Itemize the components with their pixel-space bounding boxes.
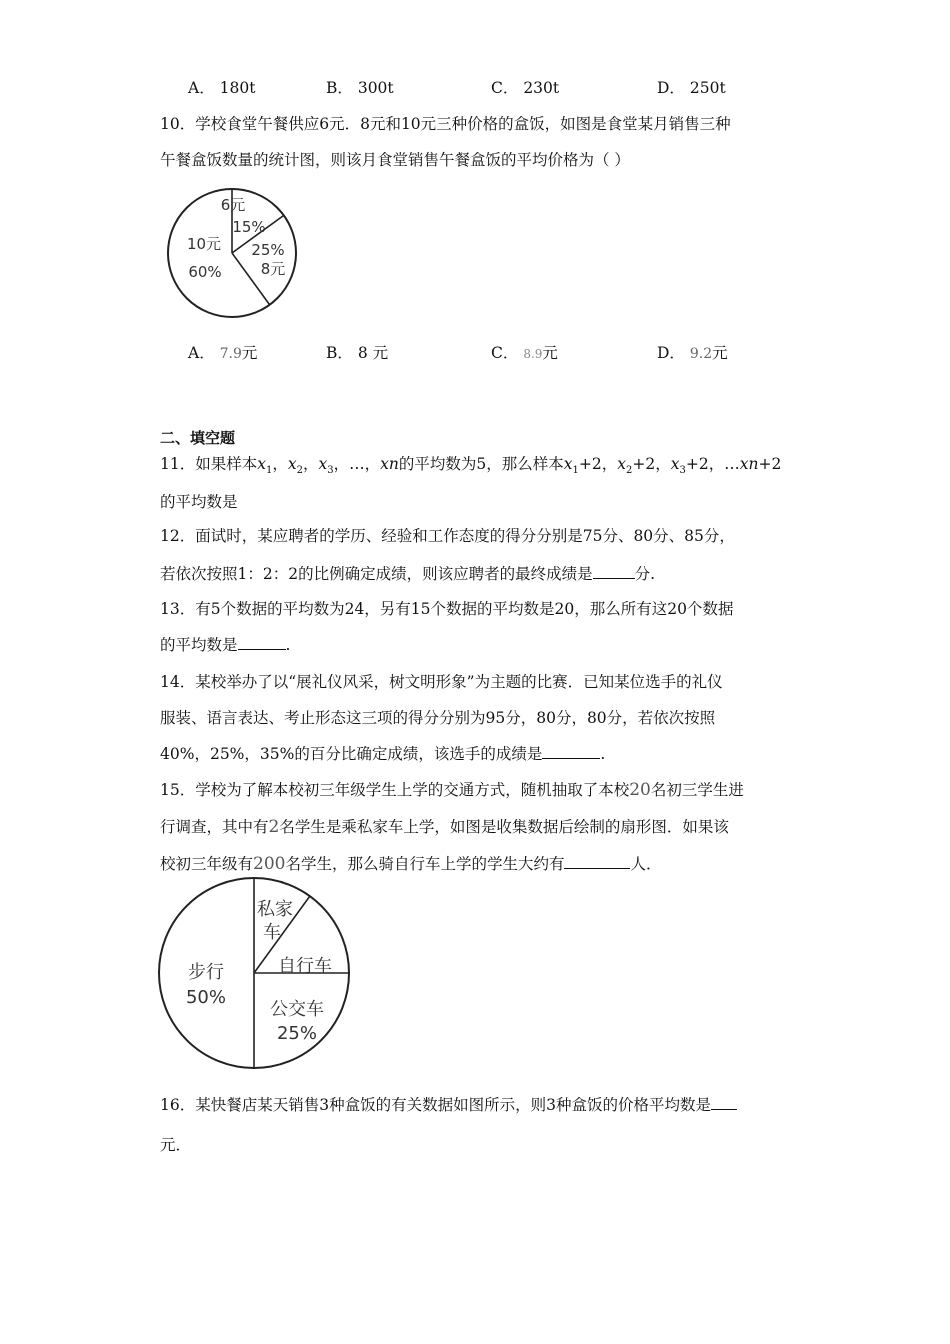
q14-answer-blank[interactable] — [542, 744, 600, 759]
q10-option-c: C． 8.9元 — [491, 344, 558, 362]
pie1-pct-8yuan: 25% — [251, 241, 285, 259]
q10-option-d: D． 9.2元 — [657, 344, 728, 362]
q15-text-line2: 行调查，其中有2名学生是乘私家车上学，如图是收集数据后绘制的扇形图．如果该 — [160, 817, 729, 837]
q10-option-a: A． 7.9元 — [188, 344, 258, 362]
pie2-label-walk: 步行 — [188, 962, 224, 983]
q15-text-line1: 15．学校为了解本校初三年级学生上学的交通方式，随机抽取了本校20名初三学生进 — [160, 780, 744, 800]
q12-text-line1: 12．面试时，某应聘者的学历、经验和工作态度的得分分别是75分、80分、85分， — [160, 527, 735, 545]
q16-answer-blank[interactable] — [711, 1095, 737, 1110]
q13-text-line2: 的平均数是 . — [160, 636, 291, 654]
q11-text-line1: 11．如果样本$x_1$，$x_2$，$x_3$，…，xn的平均数为5，那么样本$x_1+2$，$x_2+2$，$x_3+2$，…xn+2 — [160, 455, 782, 477]
q15-pie-chart — [157, 875, 357, 1075]
q16-text-line2: 元． — [160, 1136, 192, 1154]
pie1-pct-10yuan: 60% — [188, 263, 222, 281]
pie1-label-8yuan: 8元 — [260, 260, 286, 278]
pie1-pct-6yuan: 15% — [232, 218, 266, 236]
q12-answer-blank[interactable] — [593, 564, 635, 579]
pie2-pct-walk: 50% — [185, 987, 227, 1008]
pie2-label-private-car-line2: 车 — [263, 922, 281, 943]
q14-text-line1: 14．某校举办了以“展礼仪风采，树文明形象”为主题的比赛．已知某位选手的礼仪 — [160, 673, 723, 691]
q9-option-c: C． 230t — [491, 79, 560, 97]
q10-text-line1: 10．学校食堂午餐供应6元．8元和10元三种价格的盒饭，如图是食堂某月销售三种 — [160, 115, 731, 133]
q14-text-line3: 40%，25%，35%的百分比确定成绩，该选手的成绩是 . — [160, 745, 606, 763]
q14-text-line2: 服装、语言表达、考止形态这三项的得分分别为95分，80分，80分，若依次按照 — [160, 709, 716, 727]
q12-text-line2: 若依次按照1：2：2的比例确定成绩，则该应聘者的最终成绩是 分. — [160, 565, 656, 583]
q10-pie-chart — [160, 183, 310, 333]
pie2-label-bus: 公交车 — [270, 999, 324, 1020]
pie1-label-10yuan: 10元 — [186, 235, 222, 253]
q11-text-line2: 的平均数是 — [160, 493, 238, 511]
q13-text-line1: 13．有5个数据的平均数为24，另有15个数据的平均数是20，那么所有这20个数据 — [160, 600, 734, 618]
q15-answer-blank[interactable] — [564, 854, 630, 869]
q10-text-line2: 午餐盒饭数量的统计图，则该月食堂销售午餐盒饭的平均价格为（ ） — [160, 151, 630, 169]
q9-option-a: A． 180t — [188, 79, 256, 97]
pie2-label-private-car-line1: 私家 — [257, 899, 293, 920]
q16-text-line1: 16．某快餐店某天销售3种盒饭的有关数据如图所示，则3种盒饭的价格平均数是 — [160, 1093, 737, 1115]
q13-answer-blank[interactable] — [238, 635, 286, 650]
section-title-fill-in: 二、填空题 — [160, 429, 236, 447]
q10-option-b: B． 8 元 — [326, 344, 389, 362]
pie1-label-6yuan: 6元 — [220, 196, 246, 214]
pie2-pct-bus: 25% — [276, 1023, 318, 1044]
q9-option-b: B． 300t — [326, 79, 394, 97]
pie2-label-bicycle: 自行车 — [278, 956, 332, 977]
q15-text-line3: 校初三年级有200名学生，那么骑自行车上学的学生大约有 人． — [160, 854, 662, 874]
q9-option-d: D． 250t — [657, 79, 726, 97]
